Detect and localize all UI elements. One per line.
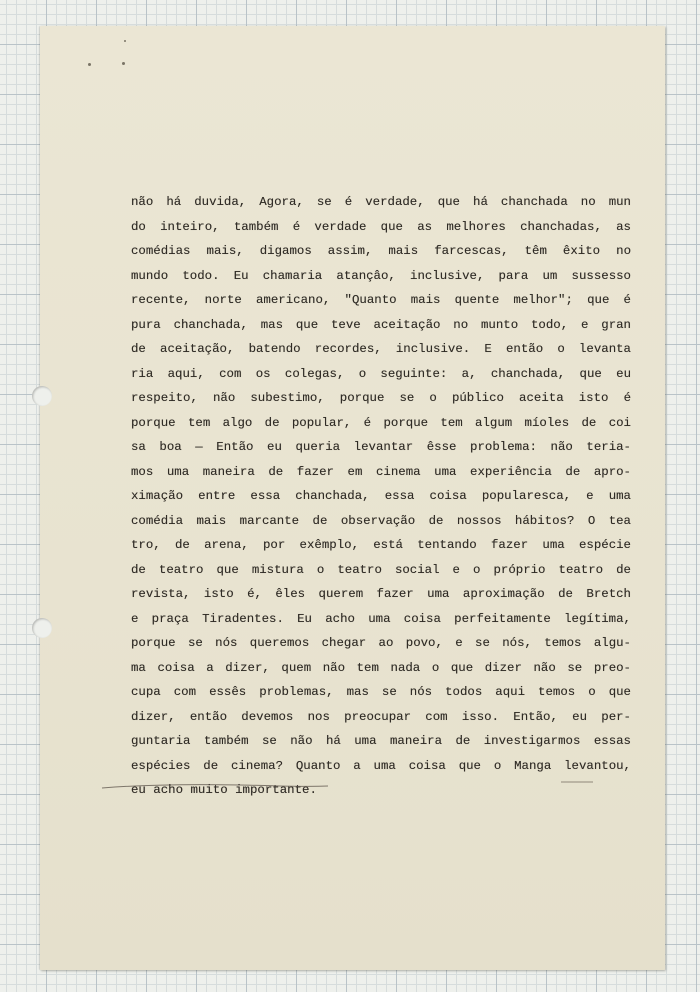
punch-hole — [32, 618, 52, 638]
text-line: de aceitação, batendo recordes, inclusive. E então o levanta — [131, 342, 631, 356]
text-line: de teatro que mistura o teatro social e o próprio teatro de — [131, 562, 631, 577]
paper-sheet — [40, 26, 665, 970]
ink-speck — [122, 62, 125, 65]
text-line: não há duvida, Agora, se é verdade, que há chanchada no mun — [131, 195, 631, 209]
text-line: tro, de arena, por exêmplo, está tentando fazer uma espécie — [131, 538, 631, 552]
pen-underline-mark — [100, 778, 330, 792]
text-line: eu acho muito importante. — [131, 783, 317, 797]
typewritten-text — [131, 190, 631, 803]
text-line: porque se nós queremos chegar ao povo, e se nós, temos algu- — [131, 636, 631, 650]
text-line: sa boa — Então eu queria levantar êsse problema: não teria- — [131, 440, 631, 454]
text-line: guntaria também se não há uma maneira de investigarmos essas — [131, 734, 631, 748]
text-line: dizer, então devemos nos preocupar com isso. Então, eu per- — [131, 709, 631, 724]
ink-speck — [88, 63, 91, 66]
text-line: comédia mais marcante de observação de nossos hábitos? O tea — [131, 513, 631, 528]
text-line: e praça Tiradentes. Eu acho uma coisa perfeitamente legítima, — [131, 611, 631, 626]
text-line: ma coisa a dizer, quem não tem nada o que dizer não se preo- — [131, 660, 631, 675]
text-line: porque tem algo de popular, é porque tem algum míoles de coi — [131, 415, 631, 430]
punch-hole — [32, 386, 52, 406]
text-line: mundo todo. Eu chamaria atançâo, inclusive, para um sussesso — [131, 268, 631, 283]
ink-speck — [124, 40, 126, 42]
text-line: mos uma maneira de fazer em cinema uma experiência de apro- — [131, 464, 631, 479]
text-line: do inteiro, também é verdade que as melhores chanchadas, as — [131, 219, 631, 234]
text-line: recente, norte americano, "Quanto mais quente melhor"; que é — [131, 293, 631, 307]
text-line: comédias mais, digamos assim, mais farcescas, têm êxito no — [131, 244, 631, 258]
text-line: ria aqui, com os colegas, o seguinte: a, chanchada, que eu — [131, 366, 631, 381]
text-line: pura chanchada, mas que teve aceitação no munto todo, e gran — [131, 317, 631, 332]
text-line: revista, isto é, êles querem fazer uma aproximação de Bretch — [131, 587, 631, 601]
pen-dash-mark — [560, 780, 594, 784]
text-line: espécies de cinema? Quanto a uma coisa que o Manga levantou, — [131, 758, 631, 773]
text-line: respeito, não subestimo, porque se o público aceita isto é — [131, 391, 631, 405]
text-line: ximação entre essa chanchada, essa coisa popularesca, e uma — [131, 489, 631, 503]
text-line: cupa com essês problemas, mas se nós todos aqui temos o que — [131, 685, 631, 699]
